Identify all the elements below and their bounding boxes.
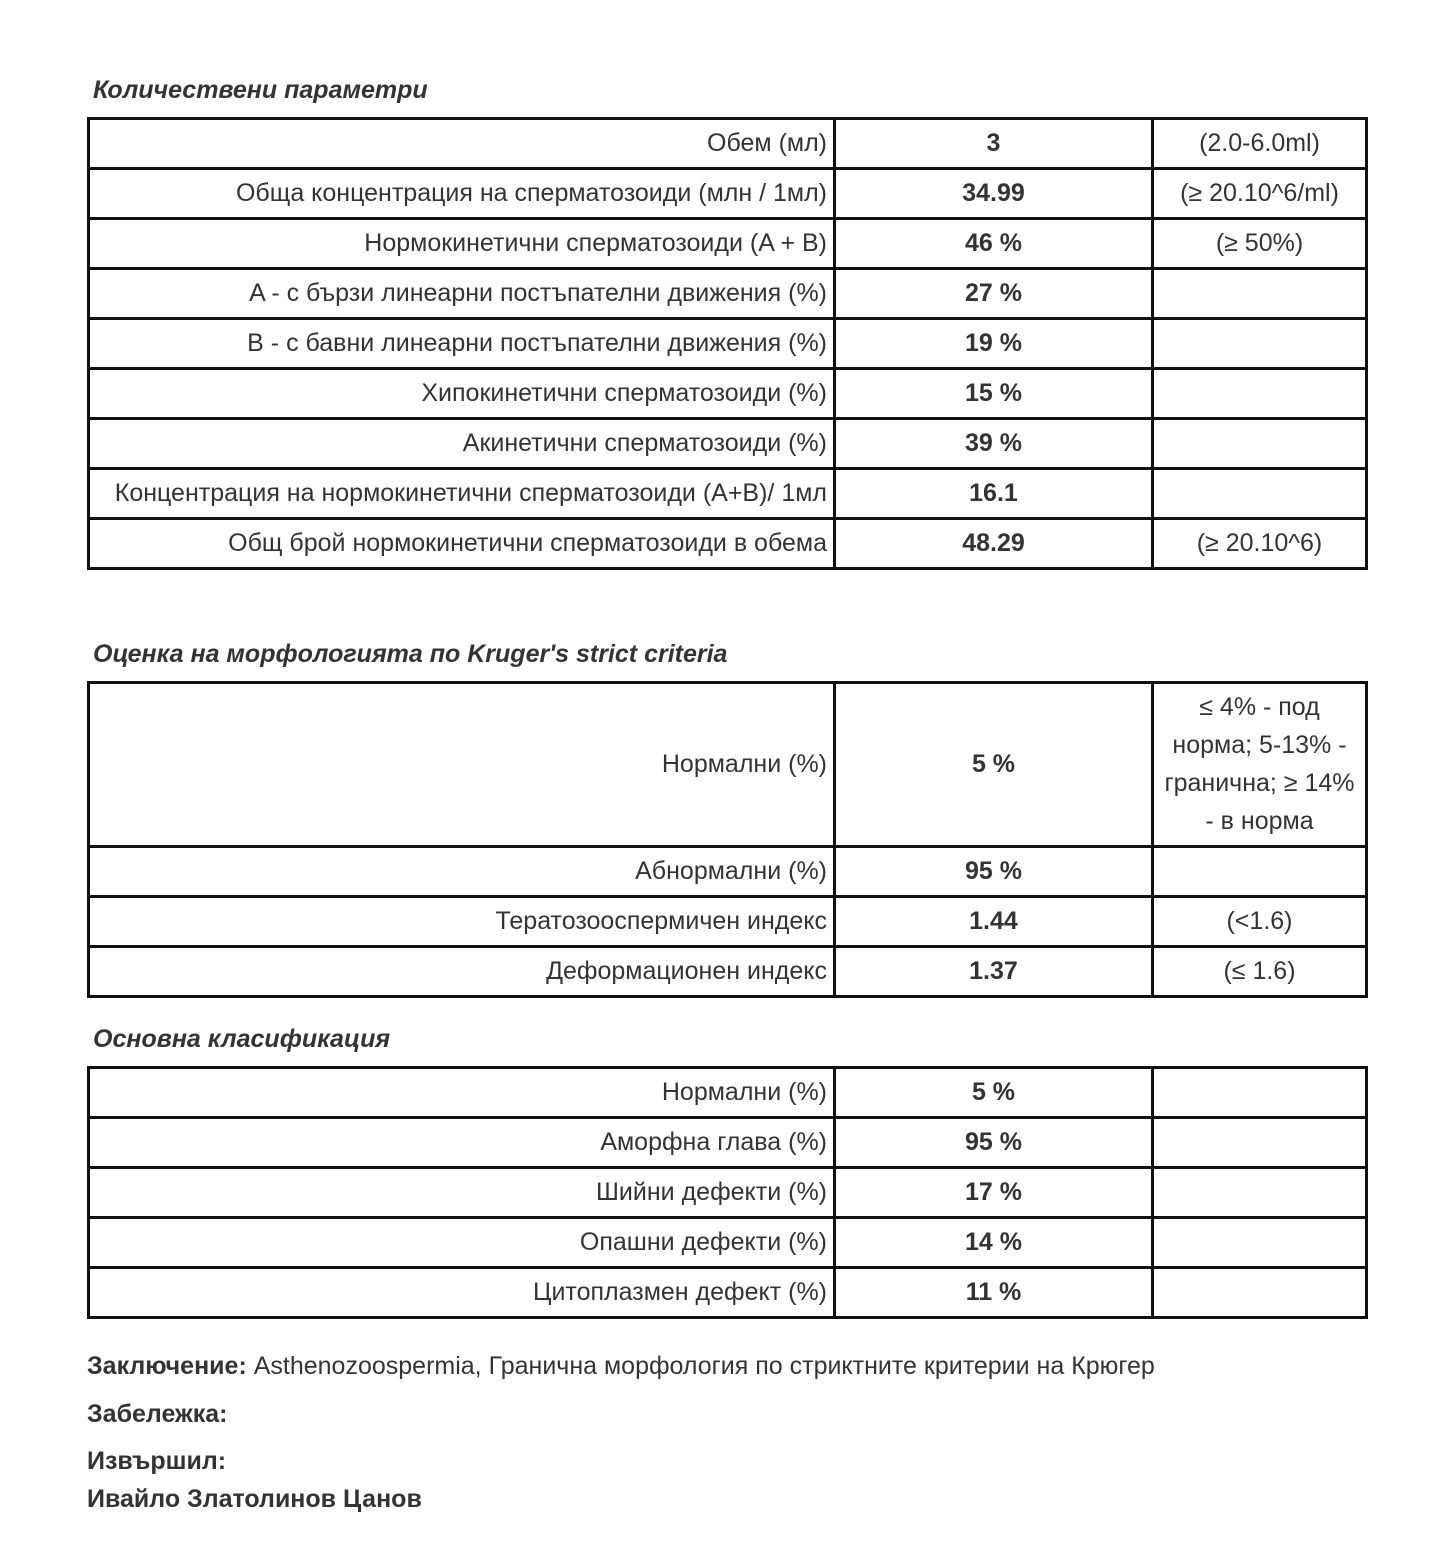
param-label: Нормални (%) <box>89 1068 835 1118</box>
param-value: 17 % <box>835 1168 1153 1218</box>
classification-table <box>87 1066 1368 1319</box>
table-row <box>89 683 1367 847</box>
param-label: Концентрация на нормокинетични сперматозоиди (A+B)/ 1мл <box>89 469 835 519</box>
table-row <box>89 1218 1367 1268</box>
param-reference: (≥ 50%) <box>1153 219 1367 269</box>
param-value: 5 % <box>835 683 1153 847</box>
param-value: 14 % <box>835 1218 1153 1268</box>
table-row <box>89 469 1367 519</box>
table-row <box>89 169 1367 219</box>
param-label: Хипокинетични сперматозоиди (%) <box>89 369 835 419</box>
param-reference <box>1153 469 1367 519</box>
table-row <box>89 897 1367 947</box>
param-label: Цитоплазмен дефект (%) <box>89 1268 835 1318</box>
param-label: Общ брой нормокинетични сперматозоиди в обема <box>89 519 835 569</box>
param-value: 3 <box>835 119 1153 169</box>
section-title-quantitative: Количествени параметри <box>93 76 428 104</box>
kruger-table <box>87 681 1368 998</box>
param-value: 34.99 <box>835 169 1153 219</box>
param-reference <box>1153 1068 1367 1118</box>
param-reference <box>1153 1168 1367 1218</box>
table-row <box>89 1068 1367 1118</box>
param-value: 48.29 <box>835 519 1153 569</box>
param-reference <box>1153 269 1367 319</box>
param-reference <box>1153 369 1367 419</box>
table-row <box>89 1168 1367 1218</box>
param-reference: (<1.6) <box>1153 897 1367 947</box>
section-title-kruger: Оценка на морфологията по Kruger's strict criteria <box>93 640 728 668</box>
param-label: Шийни дефекти (%) <box>89 1168 835 1218</box>
performer-name-line <box>87 1485 422 1514</box>
param-reference: (≤ 1.6) <box>1153 947 1367 997</box>
table-row <box>89 1118 1367 1168</box>
param-label: Абнормални (%) <box>89 847 835 897</box>
param-label: A - с бързи линеарни постъпателни движения (%) <box>89 269 835 319</box>
param-label: Нормални (%) <box>89 683 835 847</box>
table-row <box>89 1268 1367 1318</box>
note-label: Забележка: <box>87 1400 228 1428</box>
conclusion-label: Заключение: <box>87 1352 247 1380</box>
param-value: 46 % <box>835 219 1153 269</box>
param-reference: (≥ 20.10^6/ml) <box>1153 169 1367 219</box>
param-reference: (2.0-6.0ml) <box>1153 119 1367 169</box>
param-label: Тератозооспермичен индекс <box>89 897 835 947</box>
param-value: 1.37 <box>835 947 1153 997</box>
param-label: Опашни дефекти (%) <box>89 1218 835 1268</box>
param-value: 11 % <box>835 1268 1153 1318</box>
param-reference: ≤ 4% - под норма; 5-13% - гранична; ≥ 14% - в норма <box>1153 683 1367 847</box>
table-row <box>89 947 1367 997</box>
param-label: Деформационен индекс <box>89 947 835 997</box>
table-row <box>89 847 1367 897</box>
param-value: 27 % <box>835 269 1153 319</box>
param-reference <box>1153 419 1367 469</box>
param-label: Нормокинетични сперматозоиди (A + B) <box>89 219 835 269</box>
param-label: Акинетични сперматозоиди (%) <box>89 419 835 469</box>
table-row <box>89 319 1367 369</box>
section-title-classification: Основна класификация <box>93 1025 391 1053</box>
param-reference <box>1153 319 1367 369</box>
param-value: 19 % <box>835 319 1153 369</box>
performed-label: Извършил: <box>87 1447 227 1475</box>
param-reference: (≥ 20.10^6) <box>1153 519 1367 569</box>
param-reference <box>1153 847 1367 897</box>
table-row <box>89 419 1367 469</box>
quantitative-table <box>87 117 1368 570</box>
performed-by <box>87 1447 226 1476</box>
param-reference <box>1153 1118 1367 1168</box>
param-reference <box>1153 1218 1367 1268</box>
param-value: 1.44 <box>835 897 1153 947</box>
param-reference <box>1153 1268 1367 1318</box>
param-value: 95 % <box>835 847 1153 897</box>
param-value: 5 % <box>835 1068 1153 1118</box>
table-row <box>89 369 1367 419</box>
table-row <box>89 219 1367 269</box>
note <box>87 1400 228 1429</box>
performer-name: Ивайло Златолинов Цанов <box>87 1485 422 1513</box>
param-label: Обем (мл) <box>89 119 835 169</box>
table-row <box>89 269 1367 319</box>
param-value: 39 % <box>835 419 1153 469</box>
table-row <box>89 519 1367 569</box>
conclusion-text: Asthenozoospermia, Гранична морфология по стриктните критерии на Крюгер <box>246 1352 1155 1380</box>
param-value: 16.1 <box>835 469 1153 519</box>
param-label: Аморфна глава (%) <box>89 1118 835 1168</box>
conclusion <box>87 1352 1155 1381</box>
param-label: Обща концентрация на сперматозоиди (млн / 1мл) <box>89 169 835 219</box>
param-value: 15 % <box>835 369 1153 419</box>
param-value: 95 % <box>835 1118 1153 1168</box>
table-row <box>89 119 1367 169</box>
param-label: B - с бавни линеарни постъпателни движения (%) <box>89 319 835 369</box>
